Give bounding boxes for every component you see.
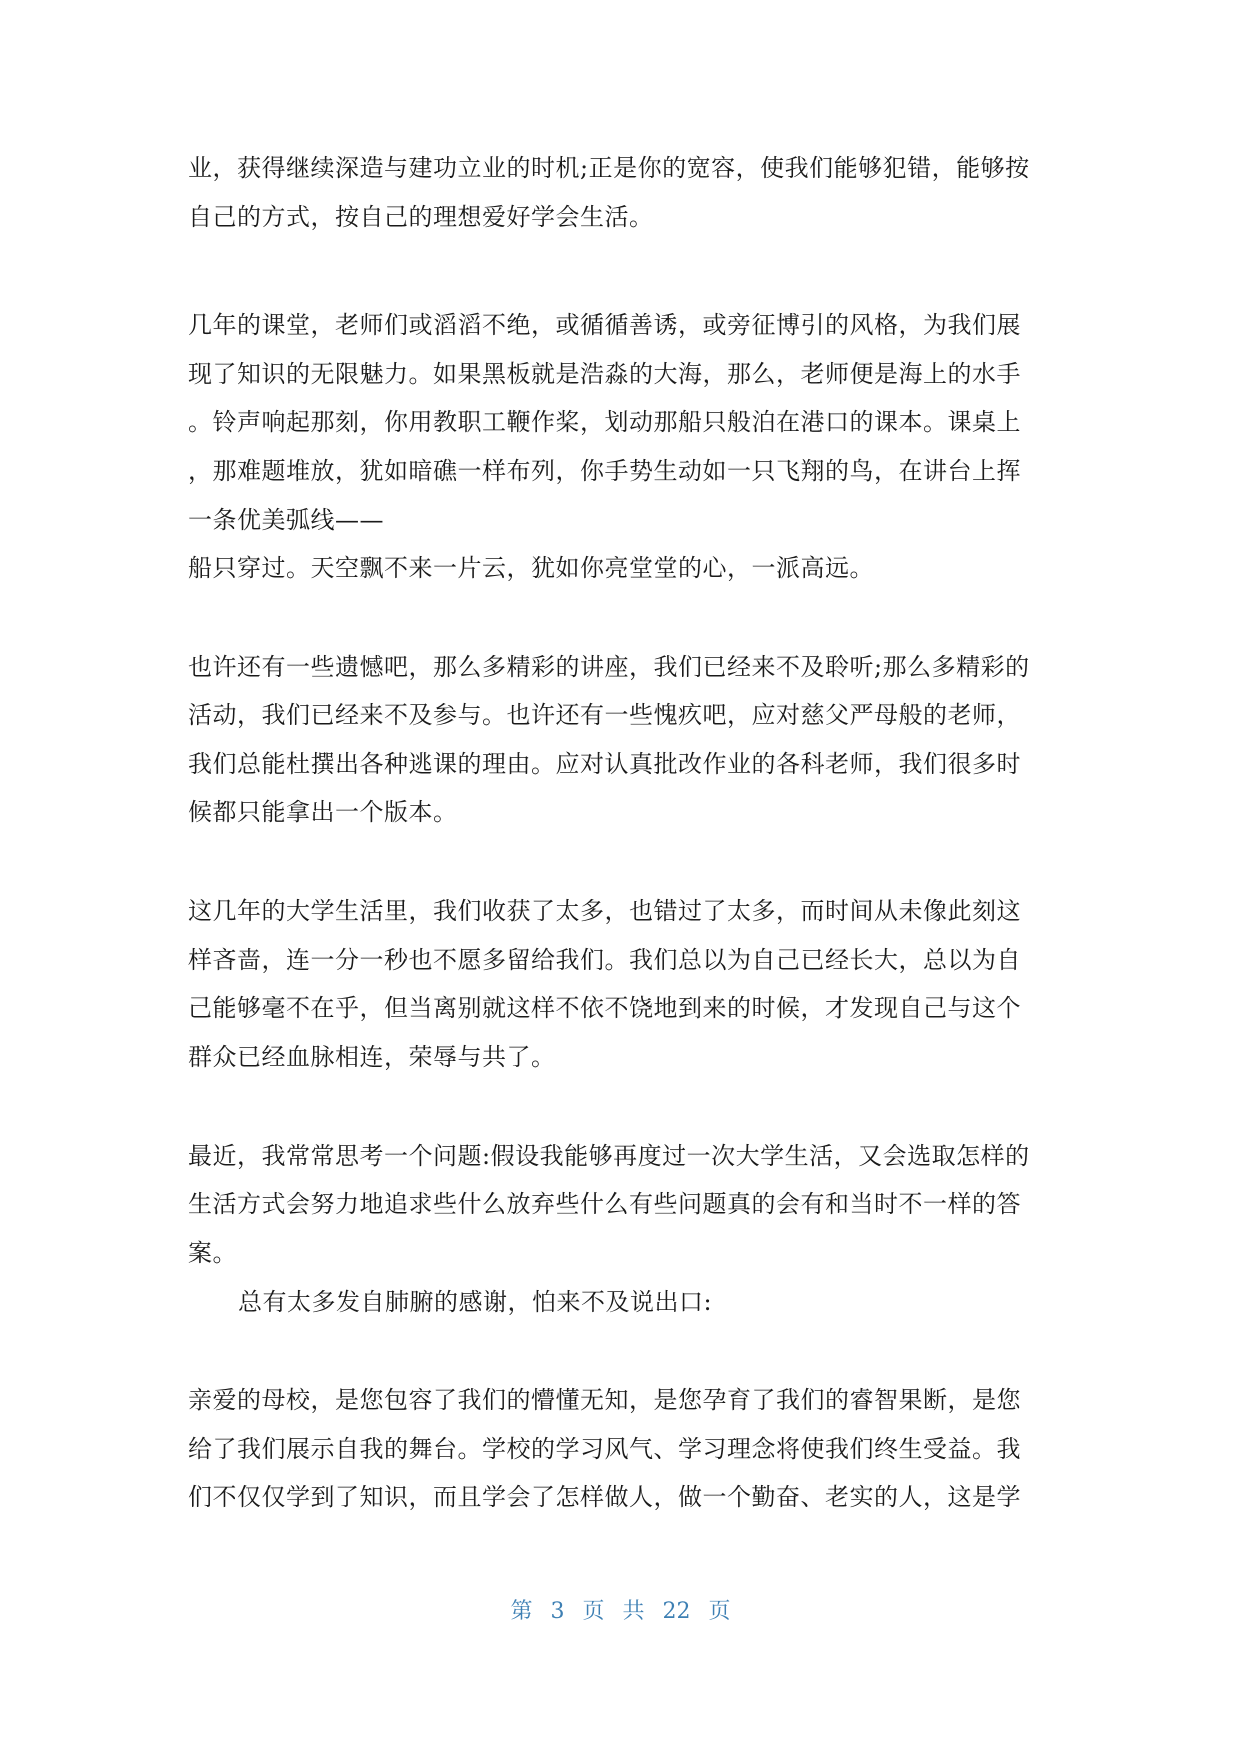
paragraph-line: 样吝啬，连一分一秒也不愿多留给我们。我们总以为自己已经长大，总以为自 — [188, 946, 1021, 974]
paragraph-line: 这几年的大学生活里，我们收获了太多，也错过了太多，而时间从未像此刻这 — [188, 897, 1021, 925]
paragraph-line: 给了我们展示自我的舞台。学校的学习风气、学习理念将使我们终生受益。我 — [188, 1435, 1021, 1463]
paragraph-line: 己能够毫不在乎，但当离别就这样不依不饶地到来的时候，才发现自己与这个 — [188, 994, 1021, 1022]
paragraph-line: 。铃声响起那刻，你用教职工鞭作桨，划动那船只般泊在港口的课本。课桌上 — [188, 408, 1021, 436]
paragraph-line: 船只穿过。天空飘不来一片云，犹如你亮堂堂的心，一派高远。 — [188, 554, 874, 582]
paragraph-line: 活动，我们已经来不及参与。也许还有一些愧疚吧，应对慈父严母般的老师， — [188, 701, 1021, 729]
footer-di: 第 — [510, 1599, 533, 1624]
footer-total-pages: 22 — [662, 1599, 691, 1624]
paragraph-line: 业，获得继续深造与建功立业的时机;正是你的宽容，使我们能够犯错，能够按 — [188, 154, 1030, 182]
paragraph-line: 案。 — [188, 1239, 237, 1267]
paragraph-line: 生活方式会努力地追求些什么放弃些什么有些问题真的会有和当时不一样的答 — [188, 1190, 1021, 1218]
page-footer — [0, 1594, 1241, 1625]
footer-ye2: 页 — [708, 1599, 731, 1624]
paragraph-line: 现了知识的无限魅力。如果黑板就是浩淼的大海，那么，老师便是海上的水手 — [188, 360, 1021, 388]
paragraph-line: 自己的方式，按自己的理想爱好学会生活。 — [188, 203, 654, 231]
paragraph-line: 最近，我常常思考一个问题:假设我能够再度过一次大学生活，又会选取怎样的 — [188, 1142, 1030, 1170]
paragraph-line: ，那难题堆放，犹如暗礁一样布列，你手势生动如一只飞翔的鸟，在讲台上挥 — [188, 457, 1021, 485]
footer-ye: 页 — [582, 1599, 605, 1624]
paragraph-line: 们不仅仅学到了知识，而且学会了怎样做人，做一个勤奋、老实的人，这是学 — [188, 1483, 1021, 1511]
paragraph-line: 亲爱的母校，是您包容了我们的懵懂无知，是您孕育了我们的睿智果断，是您 — [188, 1386, 1021, 1414]
paragraph-line: 也许还有一些遗憾吧，那么多精彩的讲座，我们已经来不及聆听;那么多精彩的 — [188, 653, 1030, 681]
footer-gong: 共 — [622, 1599, 645, 1624]
paragraph-line: 总有太多发自肺腑的感谢，怕来不及说出口: — [238, 1288, 713, 1316]
paragraph-line: 几年的课堂，老师们或滔滔不绝，或循循善诱，或旁征博引的风格，为我们展 — [188, 311, 1021, 339]
paragraph-line: 群众已经血脉相连，荣辱与共了。 — [188, 1043, 556, 1071]
paragraph-line: 候都只能拿出一个版本。 — [188, 798, 458, 826]
paragraph-line: 一条优美弧线—— — [188, 506, 384, 534]
footer-page-number: 3 — [550, 1599, 565, 1624]
paragraph-line: 我们总能杜撰出各种逃课的理由。应对认真批改作业的各科老师，我们很多时 — [188, 750, 1021, 778]
